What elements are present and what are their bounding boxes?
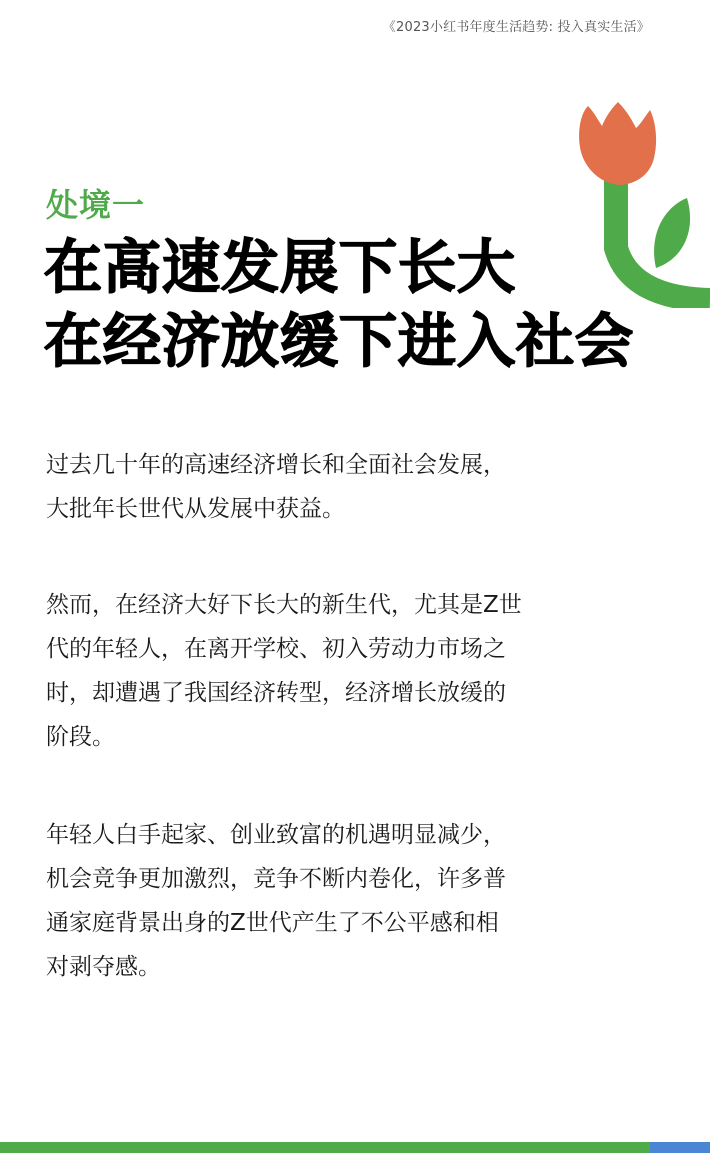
bottom-bar-green [0, 1142, 650, 1153]
paragraph-line: 阶段。 [46, 724, 115, 750]
paragraph-line: 过去几十年的高速经济增长和全面社会发展， [46, 452, 506, 478]
paragraph-3 [46, 813, 546, 989]
paragraph-line: 代的年轻人，在离开学校、初入劳动力市场之 [46, 636, 506, 662]
tulip-leaf [654, 198, 690, 268]
tulip-illustration [570, 98, 710, 308]
paragraph-line: 年轻人白手起家、创业致富的机遇明显减少， [46, 822, 506, 848]
section-label: 处境一 [46, 186, 146, 224]
paragraph-line: 通家庭背景出身的Z世代产生了不公平感和相 [46, 910, 499, 936]
paragraph-line: 大批年长世代从发展中获益。 [46, 496, 345, 522]
paragraph-line: 机会竞争更加激烈，竞争不断内卷化，许多普 [46, 866, 506, 892]
paragraph-line: 对剥夺感。 [46, 954, 161, 980]
headline-line-1: 在高速发展下长大 [44, 233, 517, 301]
tulip-flower [579, 102, 656, 185]
report-title: 《2023小红书年度生活趋势: 投入真实生活》 [382, 20, 650, 35]
paragraph-line: 然而，在经济大好下长大的新生代，尤其是Z世 [46, 592, 522, 618]
paragraph-line: 时，却遭遇了我国经济转型，经济增长放缓的 [46, 680, 506, 706]
headline-line-2: 在经济放缓下进入社会 [44, 307, 635, 375]
paragraph-2 [46, 583, 546, 759]
paragraph-1 [46, 443, 546, 531]
bottom-accent-bar [0, 1142, 710, 1153]
bottom-bar-blue [650, 1142, 710, 1153]
